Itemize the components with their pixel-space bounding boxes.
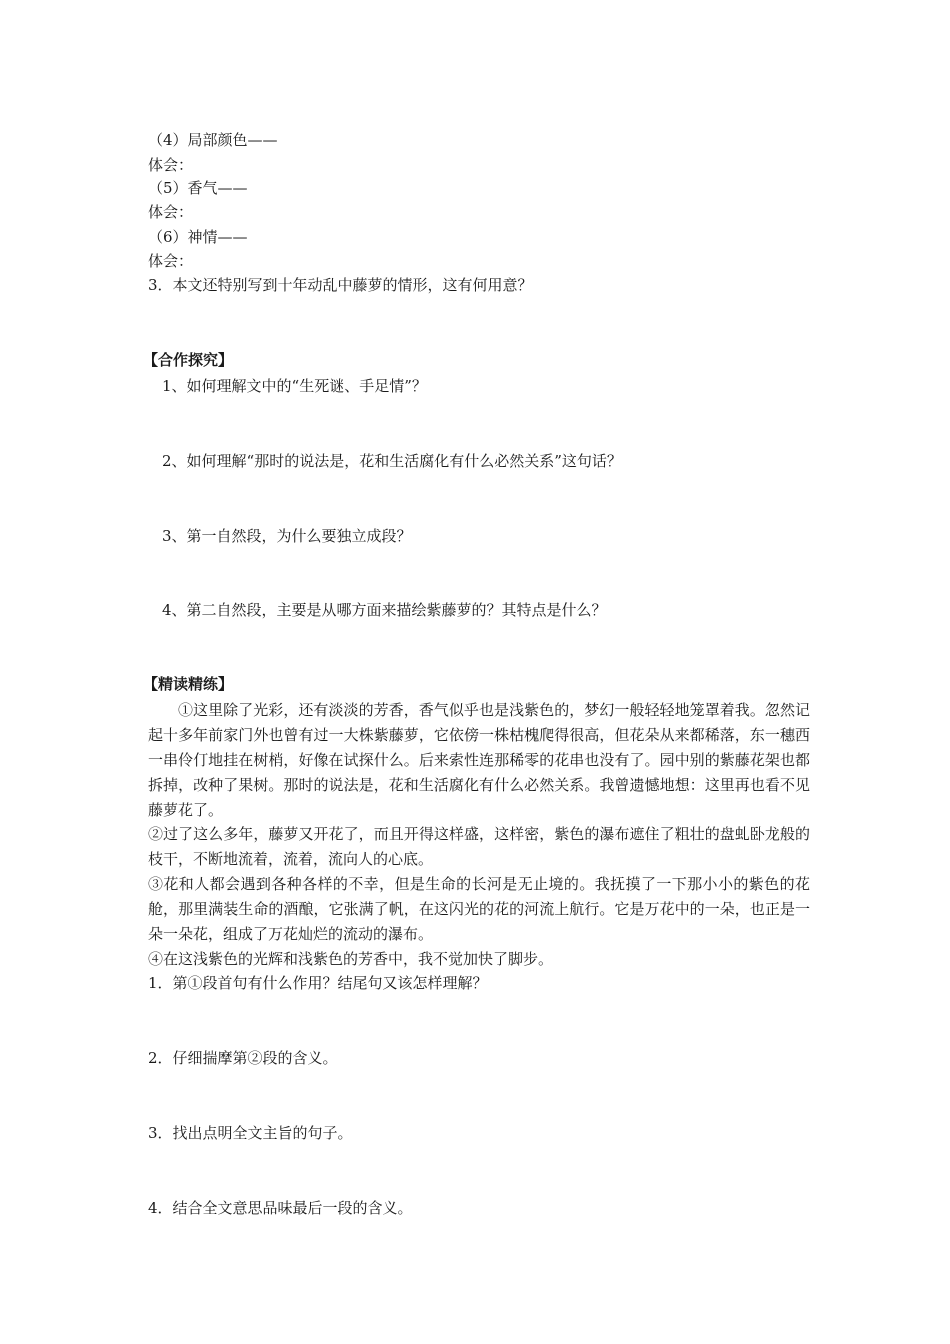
q5-feel-line: 体会：: [148, 203, 194, 221]
reading-question-3: 3．找出点明全文主旨的句子。: [148, 1124, 353, 1142]
q5-smell-line: （5）香气——: [148, 179, 248, 197]
question-3-line: 3．本文还特别写到十年动乱中藤萝的情形，这有何用意？: [148, 276, 533, 294]
q4-feel-line: 体会：: [148, 156, 194, 174]
reading-paragraph-3: ③花和人都会遇到各种各样的不幸，但是生命的长河是无止境的。我抚摸了一下那小小的紫色的花舱，那里满装生命的酒酿，它张满了帆，在这闪光的花的河流上航行。它是万花中的一朵，也正是一朵一朵花，组成了万花灿烂的流动的瀑布。: [148, 875, 810, 943]
cooperation-item-2: 2、如何理解“那时的说法是，花和生活腐化有什么必然关系”这句话？: [162, 452, 622, 470]
cooperation-item-4: 4、第二自然段，主要是从哪方面来描绘紫藤萝的？其特点是什么？: [162, 601, 607, 619]
reading-question-4: 4．结合全文意思品味最后一段的含义。: [148, 1199, 413, 1217]
cooperation-heading: 【合作探究】: [143, 351, 234, 369]
q4-color-line: （4）局部颜色——: [148, 131, 278, 149]
reading-heading: 【精读精练】: [143, 675, 234, 693]
reading-question-2: 2．仔细揣摩第②段的含义。: [148, 1049, 338, 1067]
cooperation-item-3: 3、第一自然段，为什么要独立成段？: [162, 527, 412, 545]
reading-paragraph-2: ②过了这么多年，藤萝又开花了，而且开得这样盛，这样密，紫色的瀑布遮住了粗壮的盘虬卧龙般的枝干，不断地流着，流着，流向人的心底。: [148, 825, 810, 868]
q6-look-line: （6）神情——: [148, 228, 248, 246]
cooperation-item-1: 1、如何理解文中的“生死谜、手足情”？: [162, 377, 427, 395]
reading-question-1: 1．第①段首句有什么作用？结尾句又该怎样理解？: [148, 974, 488, 992]
reading-paragraph-4: ④在这浅紫色的光辉和浅紫色的芳香中，我不觉加快了脚步。: [148, 950, 554, 968]
reading-paragraph-1: ①这里除了光彩，还有淡淡的芳香，香气似乎也是浅紫色的，梦幻一般轻轻地笼罩着我。忽然记起十多年前家门外也曾有过一大株紫藤萝，它依傍一株枯槐爬得很高，但花朵从来都稀落，东一穗西一串伶仃地挂在树梢，好像在试探什么。后来索性连那稀零的花串也没有了。园中别的紫藤花架也都拆掉，改种了果树。那时的说法是，花和生活腐化有什么必然关系。我曾遗憾地想：这里再也看不见藤萝花了。: [148, 701, 810, 819]
q6-feel-line: 体会：: [148, 252, 194, 270]
